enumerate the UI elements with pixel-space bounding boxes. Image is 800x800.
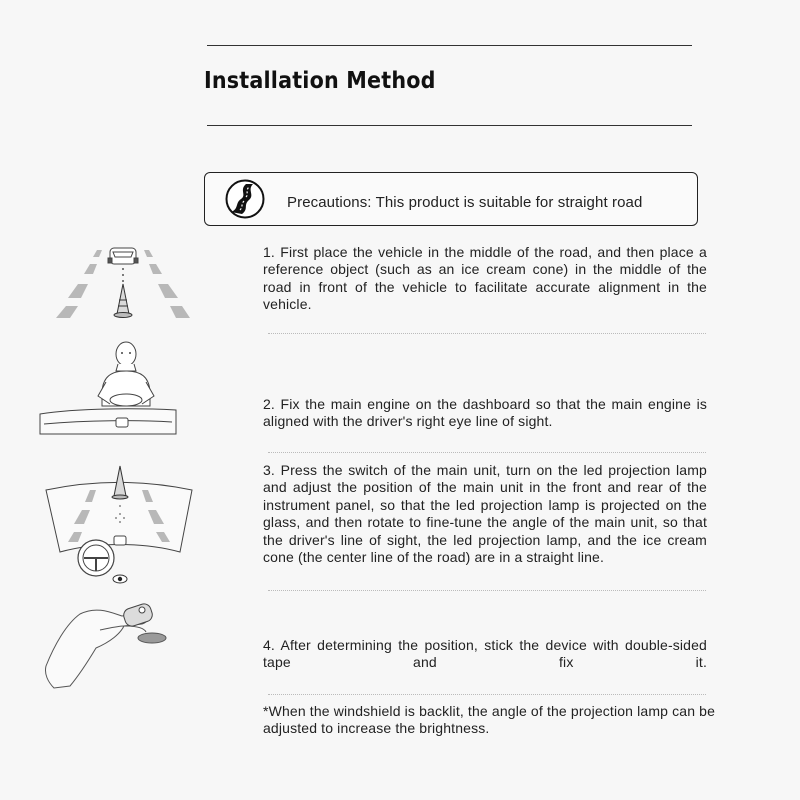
step-1-text: 1. First place the vehicle in the middle of the road, and then place a reference object (such as an ice cream cone) in the middle of the road in front of the vehicle to facilitate accurate alignment in the vehicle. [263,244,707,313]
precautions-notice [204,172,698,226]
top-rule [207,45,692,46]
step-3-divider [268,590,706,591]
driver-dashboard-illustration [38,338,178,440]
footnote-text: *When the windshield is backlit, the angle of the projection lamp can be adjusted to increase the brightness. [263,703,716,737]
step-4-divider [268,694,706,695]
step-2-divider [268,452,706,453]
hand-stick-device-illustration [40,596,180,692]
page-title: Installation Method [204,68,436,94]
winding-road-icon [225,179,265,219]
step-4-text: 4. After determining the position, stick the device with double-sided tape and fix it. [263,637,707,671]
precautions-text: Precautions: This product is suitable for straight road [287,194,643,211]
windshield-projection-illustration [44,462,196,588]
step-1-divider [268,333,706,334]
step-2-text: 2. Fix the main engine on the dashboard so that the main engine is aligned with the driver's right eye line of sight. [263,396,707,430]
title-underline-rule [207,125,692,126]
step-3-text: 3. Press the switch of the main unit, turn on the led projection lamp and adjust the position of the main unit in the front and rear of the instrument panel, so that the led projection lamp is projected on the glass, and then rotate to fine-tune the angle of the main unit, so that the driver's line of sight, the led projection lamp, and the ice cream cone (the center line of the road) are in a straight line. [263,462,707,566]
road-car-cone-illustration [52,242,192,322]
